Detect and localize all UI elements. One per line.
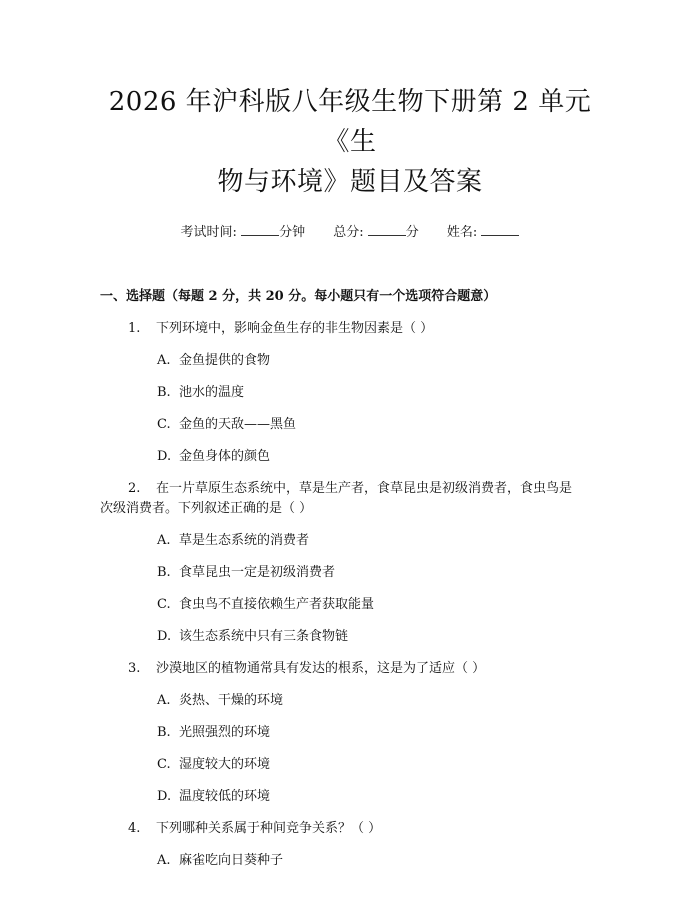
question-text: 沙漠地区的植物通常具有发达的根系，这是为了适应（ ）	[156, 661, 486, 676]
question-1-option-d	[100, 447, 600, 467]
exam-time-label: 考试时间:	[180, 225, 237, 240]
question-number: 1.	[128, 321, 141, 336]
option-text: 麻雀吃向日葵种子	[179, 853, 284, 868]
option-text: 光照强烈的环境	[179, 725, 271, 740]
option-letter: B.	[157, 385, 171, 400]
option-letter: C.	[157, 417, 171, 432]
option-text: 温度较低的环境	[179, 789, 271, 804]
question-number: 2.	[128, 481, 141, 496]
question-4	[100, 819, 600, 839]
option-letter: A.	[157, 353, 171, 368]
option-text: 炎热、干燥的环境	[179, 693, 284, 708]
question-1	[100, 319, 600, 339]
option-text: 金鱼身体的颜色	[179, 449, 271, 464]
option-letter: B.	[157, 725, 171, 740]
option-letter: C.	[157, 597, 171, 612]
question-2-option-d	[100, 627, 600, 647]
question-2	[100, 479, 600, 519]
option-letter: A.	[157, 533, 171, 548]
question-3-option-c	[100, 755, 600, 775]
section-heading-choice: 一、选择题（每题 2 分，共 20 分。每小题只有一个选项符合题意）	[100, 289, 497, 304]
question-3-option-a	[100, 691, 600, 711]
total-score-blank	[368, 222, 406, 236]
option-letter: A.	[157, 853, 171, 868]
question-2-option-b	[100, 563, 600, 583]
option-text: 食草昆虫一定是初级消费者	[179, 565, 336, 580]
question-text-line-1: 在一片草原生态系统中，草是生产者，食草昆虫是初级消费者，食虫鸟是	[156, 481, 573, 496]
title-line-1: 2026 年沪科版八年级生物下册第 2 单元《生	[108, 87, 592, 157]
option-text: 池水的温度	[179, 385, 245, 400]
exam-time-unit: 分钟	[279, 225, 306, 240]
option-letter: C.	[157, 757, 171, 772]
question-text-line-2: 次级消费者。下列叙述正确的是（ ）	[100, 501, 313, 516]
exam-time-blank	[241, 222, 279, 236]
question-4-option-a	[100, 851, 600, 871]
total-score-unit: 分	[405, 225, 419, 240]
option-letter: B.	[157, 565, 171, 580]
option-text: 金鱼提供的食物	[179, 353, 271, 368]
name-field	[447, 222, 520, 243]
option-letter: D.	[157, 449, 172, 464]
option-text: 食虫鸟不直接依赖生产者获取能量	[179, 597, 375, 612]
option-letter: A.	[157, 693, 171, 708]
option-letter: D.	[157, 789, 172, 804]
document-title	[100, 0, 600, 202]
question-3-option-d	[100, 787, 600, 807]
option-text: 草是生态系统的消费者	[179, 533, 310, 548]
total-score-field	[333, 222, 419, 243]
question-1-option-c	[100, 415, 600, 435]
total-score-label: 总分:	[333, 225, 364, 240]
name-label: 姓名:	[446, 225, 478, 240]
question-3	[100, 659, 600, 679]
question-number: 3.	[128, 661, 141, 676]
question-2-option-a	[100, 531, 600, 551]
question-text: 下列环境中，影响金鱼生存的非生物因素是（ ）	[156, 321, 434, 336]
exam-time-field	[181, 222, 306, 243]
question-1-option-b	[100, 383, 600, 403]
exam-info	[100, 222, 600, 243]
question-number: 4.	[128, 821, 141, 836]
question-2-option-c	[100, 595, 600, 615]
title-line-2: 物与环境》题目及答案	[217, 167, 483, 197]
name-blank	[481, 222, 519, 236]
option-letter: D.	[157, 629, 172, 644]
option-text: 该生态系统中只有三条食物链	[179, 629, 349, 644]
question-text: 下列哪种关系属于种间竞争关系？（ ）	[156, 821, 382, 836]
question-1-option-a	[100, 351, 600, 371]
question-3-option-b	[100, 723, 600, 743]
option-text: 金鱼的天敌——黑鱼	[179, 417, 297, 432]
option-text: 湿度较大的环境	[179, 757, 271, 772]
